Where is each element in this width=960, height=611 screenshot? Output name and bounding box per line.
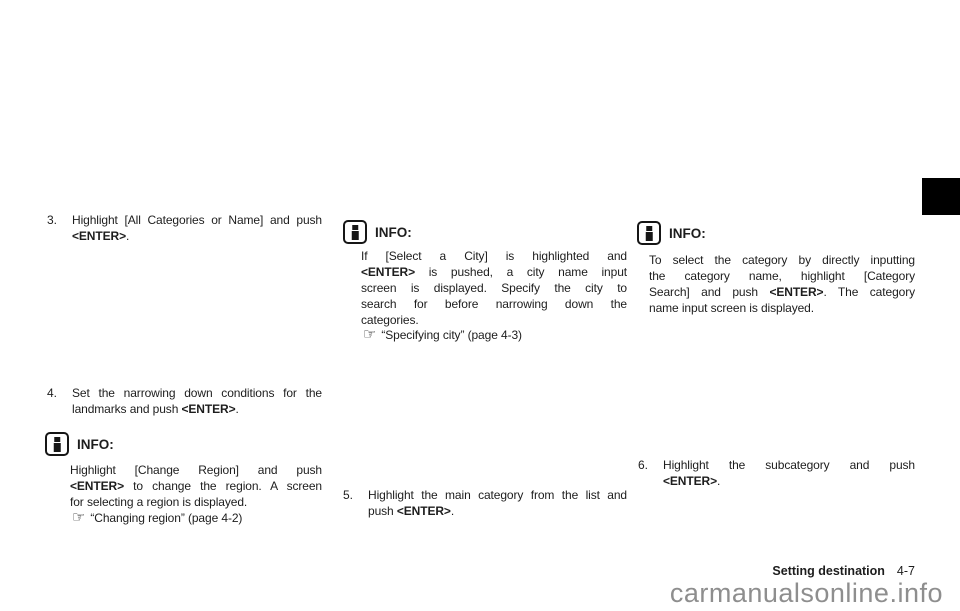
info-label: INFO: [669,225,706,241]
text-line: categories. [361,313,419,327]
text-line: To select the category by directly inputting [649,253,915,267]
info-note [361,248,627,328]
watermark: carmanualsonline.info [669,578,943,608]
pointing-hand-icon: ☞ [363,326,377,343]
info-label: INFO: [375,224,412,240]
info-note [649,252,915,316]
text-line: <ENTER>. [72,229,130,243]
info-icon [45,432,69,456]
step-item-3 [47,212,322,244]
text-line: search for before narrowing down the [361,297,627,311]
step-item-4 [47,385,322,417]
text-line: the category name, highlight [Category [649,269,915,283]
text-line: landmarks and push <ENTER>. [72,402,239,416]
info-heading [343,220,412,244]
text-line: Highlight [All Categories or Name] and push [72,213,322,227]
cross-reference [72,510,242,526]
info-icon [637,221,661,245]
info-icon [343,220,367,244]
text-line: <ENTER> to change the region. A screen [70,479,322,493]
step-number: 5. [343,488,353,502]
text-line: <ENTER>. [663,474,721,488]
step-item-6 [638,457,915,489]
reference-text: “Changing region” (page 4-2) [90,511,243,525]
info-label: INFO: [77,436,114,452]
info-heading [45,432,114,456]
step-number: 3. [47,213,57,227]
text-line: Highlight the main category from the list and [368,488,627,502]
step-number: 4. [47,386,57,400]
text-line: screen is displayed. Specify the city to [361,281,627,295]
text-line: <ENTER> is pushed, a city name input [361,265,627,279]
text-line: Highlight [Change Region] and push [70,463,322,477]
info-heading [637,221,706,245]
cross-reference [363,327,522,343]
text-line: Search] and push <ENTER>. The category [649,285,915,299]
chapter-edge-tab [922,178,960,215]
page-footer [772,564,915,578]
footer-page-number: 4-7 [896,564,915,578]
info-note [70,462,322,510]
pointing-hand-icon: ☞ [72,509,86,526]
footer-section-title: Setting destination [772,564,885,578]
text-line: If [Select a City] is highlighted and [361,249,627,263]
text-line: Highlight the subcategory and push [663,458,915,472]
text-line: name input screen is displayed. [649,301,814,315]
text-line: Set the narrowing down conditions for the [72,386,322,400]
step-item-5 [343,487,627,519]
reference-text: “Specifying city” (page 4-3) [381,328,522,342]
text-line: for selecting a region is displayed. [70,495,248,509]
step-number: 6. [638,458,648,472]
text-line: push <ENTER>. [368,504,455,518]
